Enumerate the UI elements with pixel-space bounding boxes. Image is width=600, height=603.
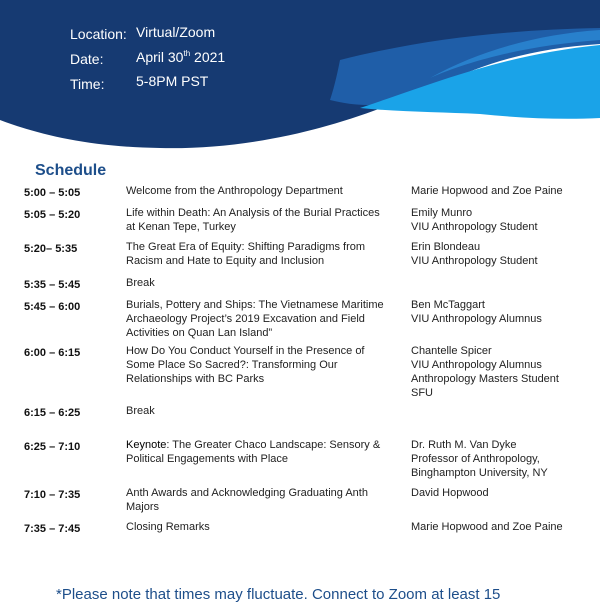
footnote: *Please note that times may fluctuate. Connect to Zoom at least 15 <box>56 586 501 603</box>
schedule-session-title: Anth Awards and Acknowledging Graduating Anth Majors <box>126 487 368 513</box>
schedule-session-title: Break <box>126 277 155 289</box>
schedule-session-title: Burials, Pottery and Ships: The Vietnamese Maritime Archaeology Project’s 2019 Excavation and Field Activities on Quan Lan Island” <box>126 299 384 339</box>
schedule-time: 5:05 – 5:20 <box>24 209 81 221</box>
date-value: April 30th 2021 <box>136 49 226 65</box>
schedule-speaker: Chantelle Spicer VIU Anthropology Alumnus Anthropology Masters Student SFU <box>411 345 559 399</box>
schedule-session-title: Keynote: The Greater Chaco Landscape: Sensory & Political Engagements with Place <box>126 439 381 465</box>
schedule-speaker: Dr. Ruth M. Van Dyke Professor of Anthropology, Binghampton University, NY <box>411 439 548 479</box>
date-suffix: th <box>183 49 191 58</box>
schedule-time: 7:35 – 7:45 <box>24 523 81 535</box>
schedule-title: Schedule <box>35 162 107 179</box>
schedule-session-title: Life within Death: An Analysis of the Burial Practices at Kenan Tepe, Turkey <box>126 207 380 233</box>
schedule-session-title: The Great Era of Equity: Shifting Paradigms from Racism and Hate to Equity and Inclusion <box>126 241 366 267</box>
schedule-time: 6:25 – 7:10 <box>24 441 81 453</box>
time-label: Time: <box>70 76 105 92</box>
schedule-time: 7:10 – 7:35 <box>24 489 81 501</box>
location-label: Location: <box>70 26 127 42</box>
schedule-time: 6:15 – 6:25 <box>24 407 81 419</box>
schedule-session-title: Break <box>126 405 155 417</box>
schedule-speaker: Emily Munro VIU Anthropology Student <box>411 207 538 233</box>
schedule-speaker: Marie Hopwood and Zoe Paine <box>411 521 563 533</box>
keynote-label: Keynote <box>126 439 167 451</box>
schedule-session-title: How Do You Conduct Yourself in the Presence of Some Place So Sacred?: Transforming Our Relationships with BC Parks <box>126 345 365 385</box>
date-label: Date: <box>70 51 104 67</box>
schedule-time: 6:00 – 6:15 <box>24 347 81 359</box>
schedule-time: 5:45 – 6:00 <box>24 301 81 313</box>
schedule-session-title: Welcome from the Anthropology Department <box>126 185 343 197</box>
time-value: 5-8PM PST <box>136 73 209 89</box>
location-value: Virtual/Zoom <box>136 24 216 40</box>
schedule-time: 5:35 – 5:45 <box>24 279 81 291</box>
schedule-speaker: David Hopwood <box>411 487 489 499</box>
schedule-time: 5:20– 5:35 <box>24 243 78 255</box>
schedule-speaker: Ben McTaggart VIU Anthropology Alumnus <box>411 299 542 325</box>
schedule-time: 5:00 – 5:05 <box>24 187 81 199</box>
schedule-speaker: Erin Blondeau VIU Anthropology Student <box>411 241 538 267</box>
schedule-session-title: Closing Remarks <box>126 521 210 533</box>
schedule-speaker: Marie Hopwood and Zoe Paine <box>411 185 563 197</box>
